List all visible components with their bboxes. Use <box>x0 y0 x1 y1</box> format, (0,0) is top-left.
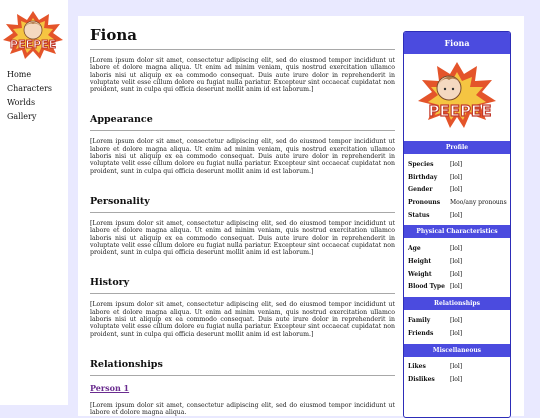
profile-table <box>404 158 510 221</box>
row-value: [lol] <box>450 376 463 384</box>
content-card <box>78 16 524 416</box>
row-label: Weight <box>408 270 432 278</box>
row-value: [lol] <box>450 317 463 325</box>
table-row <box>404 281 510 294</box>
section-heading-appearance: Appearance <box>90 114 395 131</box>
physical-table <box>404 242 510 293</box>
row-label: Status <box>408 211 430 219</box>
portrait-logo-text: PEEPEE <box>428 102 492 120</box>
row-value: [lol] <box>450 186 463 194</box>
infobox-title: Fiona <box>404 32 510 54</box>
row-label: Gender <box>408 186 433 194</box>
table-row <box>404 361 510 374</box>
section-heading-relationships: Relationships <box>90 359 395 376</box>
row-value: [lol] <box>450 270 463 278</box>
row-label: Dislikes <box>408 376 435 384</box>
logo-text: PEEPEE <box>9 38 57 51</box>
page-title: Fiona <box>90 26 395 50</box>
row-value: [lol] <box>450 245 463 253</box>
infobox-heading-miscellaneous: Miscellaneous <box>404 344 510 357</box>
table-row <box>404 268 510 281</box>
row-value: [lol] <box>450 211 463 219</box>
row-value: [lol] <box>450 329 463 337</box>
row-value: [lol] <box>450 257 463 265</box>
section-heading-history: History <box>90 277 395 294</box>
relationships-table <box>404 314 510 339</box>
infobox-heading-relationships: Relationships <box>404 297 510 310</box>
row-label: Species <box>408 160 434 168</box>
sidebar-nav <box>7 68 52 124</box>
table-row <box>404 158 510 171</box>
person-1-link[interactable]: Person 1 <box>90 382 130 393</box>
intro-paragraph: [Lorem ipsum dolor sit amet, consectetur adipiscing elit, sed do eiusmod tempor incididunt ut labore et dolore magna aliqua. Ut enim ad minim veniam, quis nostrud exercitation ullamco laboris nisi ut aliquip ex ea commodo consequat. Duis aute irure dolor in reprehenderit in voluptate velit esse cillum dolore eu fugiat nulla pariatur. Excepteur sint occaecat cupidatat non proident, sunt in culpa qui officia deserunt mollit anim id est laborum.] <box>90 57 395 94</box>
nav-item-characters[interactable]: Characters <box>7 84 52 93</box>
row-label: Family <box>408 317 431 325</box>
row-label: Age <box>408 245 421 253</box>
section-heading-personality: Personality <box>90 196 395 213</box>
section-text-personality: [Lorem ipsum dolor sit amet, consectetur adipiscing elit, sed do eiusmod tempor incididunt ut labore et dolore magna aliqua. Ut enim ad minim veniam, quis nostrud exercitation ullamco laboris nisi ut aliquip ex ea commodo consequat. Duis aute irure dolor in reprehenderit in voluptate velit esse cillum dolore eu fugiat nulla pariatur. Excepteur sint occaecat cupidatat non proident, sunt in culpa qui officia deserunt mollit anim id est laborum.] <box>90 219 395 257</box>
sidebar <box>0 0 68 405</box>
nav-item-gallery[interactable]: Gallery <box>7 112 37 121</box>
row-value: [lol] <box>450 363 463 371</box>
table-row <box>404 327 510 340</box>
table-row <box>404 255 510 268</box>
section-text-history: [Lorem ipsum dolor sit amet, consectetur adipiscing elit, sed do eiusmod tempor incididunt ut labore et dolore magna aliqua. Ut enim ad minim veniam, quis nostrud exercitation ullamco laboris nisi ut aliquip ex ea commodo consequat. Duis aute irure dolor in reprehenderit in voluptate velit esse cillum dolore eu fugiat nulla pariatur. Excepteur sint occaecat cupidatat non proident, sunt in culpa qui officia deserunt mollit anim id est laborum.] <box>90 301 395 338</box>
section-text-appearance: [Lorem ipsum dolor sit amet, consectetur adipiscing elit, sed do eiusmod tempor incididunt ut labore et dolore magna aliqua. Ut enim ad minim veniam, quis nostrud exercitation ullamco laboris nisi ut aliquip ex ea commodo consequat. Duis aute irure dolor in reprehenderit in voluptate velit esse cillum dolore eu fugiat nulla pariatur. Excepteur sint occaecat cupidatat non proident, sunt in culpa qui officia deserunt mollit anim id est laborum.] <box>90 138 395 175</box>
row-value: Moo/any pronouns <box>450 198 507 206</box>
table-row <box>404 171 510 184</box>
table-row <box>404 183 510 196</box>
table-row <box>404 314 510 327</box>
row-label: Blood Type <box>408 283 445 291</box>
table-row <box>404 242 510 255</box>
row-label: Friends <box>408 329 434 337</box>
infobox-heading-profile: Profile <box>404 141 510 154</box>
table-row <box>404 196 510 209</box>
row-label: Height <box>408 257 432 265</box>
row-label: Birthday <box>408 173 438 181</box>
miscellaneous-table <box>404 361 510 386</box>
row-label: Likes <box>408 363 426 371</box>
character-infobox <box>403 31 511 418</box>
infobox-heading-physical: Physical Characteristics <box>404 225 510 238</box>
nav-item-home[interactable]: Home <box>7 70 32 79</box>
row-value: [lol] <box>450 173 463 181</box>
table-row <box>404 209 510 222</box>
row-value: [lol] <box>450 160 463 168</box>
person-1-text: [Lorem ipsum dolor sit amet, consectetur adipiscing elit, sed do eiusmod tempor incididunt ut labore et dolore magna aliqua. <box>90 401 395 417</box>
row-value: [lol] <box>450 283 463 291</box>
character-portrait <box>404 54 510 141</box>
article <box>90 16 395 417</box>
table-row <box>404 373 510 386</box>
peepee-logo[interactable] <box>2 10 64 60</box>
row-label: Pronouns <box>408 198 441 206</box>
nav-item-worlds[interactable]: Worlds <box>7 98 36 107</box>
